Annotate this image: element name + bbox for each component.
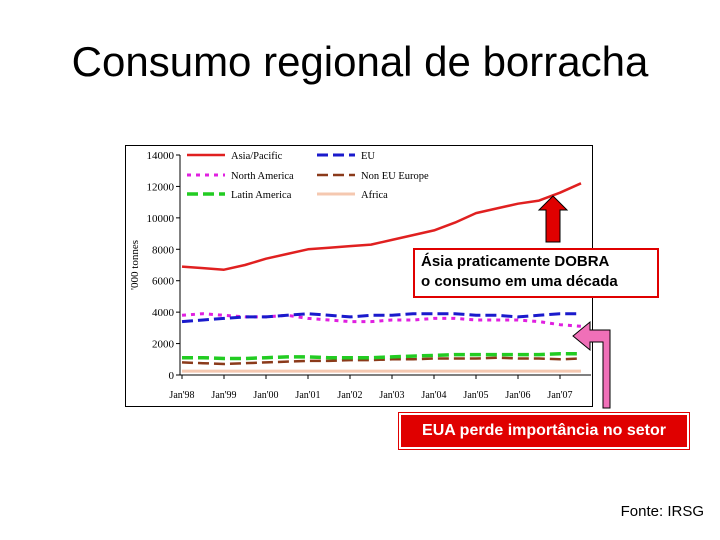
legend-label: Non EU Europe xyxy=(361,171,429,182)
callout-asia-growth xyxy=(413,248,659,298)
x-tick-label: Jan'04 xyxy=(421,390,447,401)
legend-label: Latin America xyxy=(231,190,292,201)
y-tick-label: 10000 xyxy=(146,212,174,225)
up-arrow-icon xyxy=(539,196,567,242)
x-tick-label: Jan'05 xyxy=(463,390,489,401)
legend-label: EU xyxy=(361,151,375,162)
slide-title: Consumo regional de borracha xyxy=(71,38,649,85)
callout-asia-line1: Ásia praticamente DOBRA xyxy=(421,253,610,270)
y-tick-label: 12000 xyxy=(146,181,174,194)
x-tick-label: Jan'98 xyxy=(169,390,195,401)
legend-label: Asia/Pacific xyxy=(231,151,283,162)
legend-label: North America xyxy=(231,171,294,182)
y-tick-label: 6000 xyxy=(152,275,174,288)
y-tick-label: 14000 xyxy=(146,150,174,162)
y-tick-label: 8000 xyxy=(152,244,174,257)
y-tick-label: 4000 xyxy=(152,307,174,320)
callout-asia-line2: o consumo em uma década xyxy=(421,273,618,290)
x-tick-label: Jan'07 xyxy=(547,390,573,401)
x-tick-label: Jan'00 xyxy=(253,390,279,401)
y-tick-label: 0 xyxy=(168,370,174,382)
y-axis-label: '000 tonnes xyxy=(129,240,141,290)
x-tick-label: Jan'01 xyxy=(295,390,321,401)
x-tick-label: Jan'03 xyxy=(379,390,405,401)
y-tick-label: 2000 xyxy=(152,338,174,351)
x-tick-label: Jan'02 xyxy=(337,390,363,401)
x-tick-label: Jan'99 xyxy=(211,390,237,401)
callout-eua-decline: EUA perde importância no setor xyxy=(399,413,689,449)
source-note: Fonte: IRSG xyxy=(620,503,704,520)
legend-label: Africa xyxy=(361,190,388,201)
x-tick-label: Jan'06 xyxy=(505,390,531,401)
left-arrow-icon xyxy=(573,322,610,408)
